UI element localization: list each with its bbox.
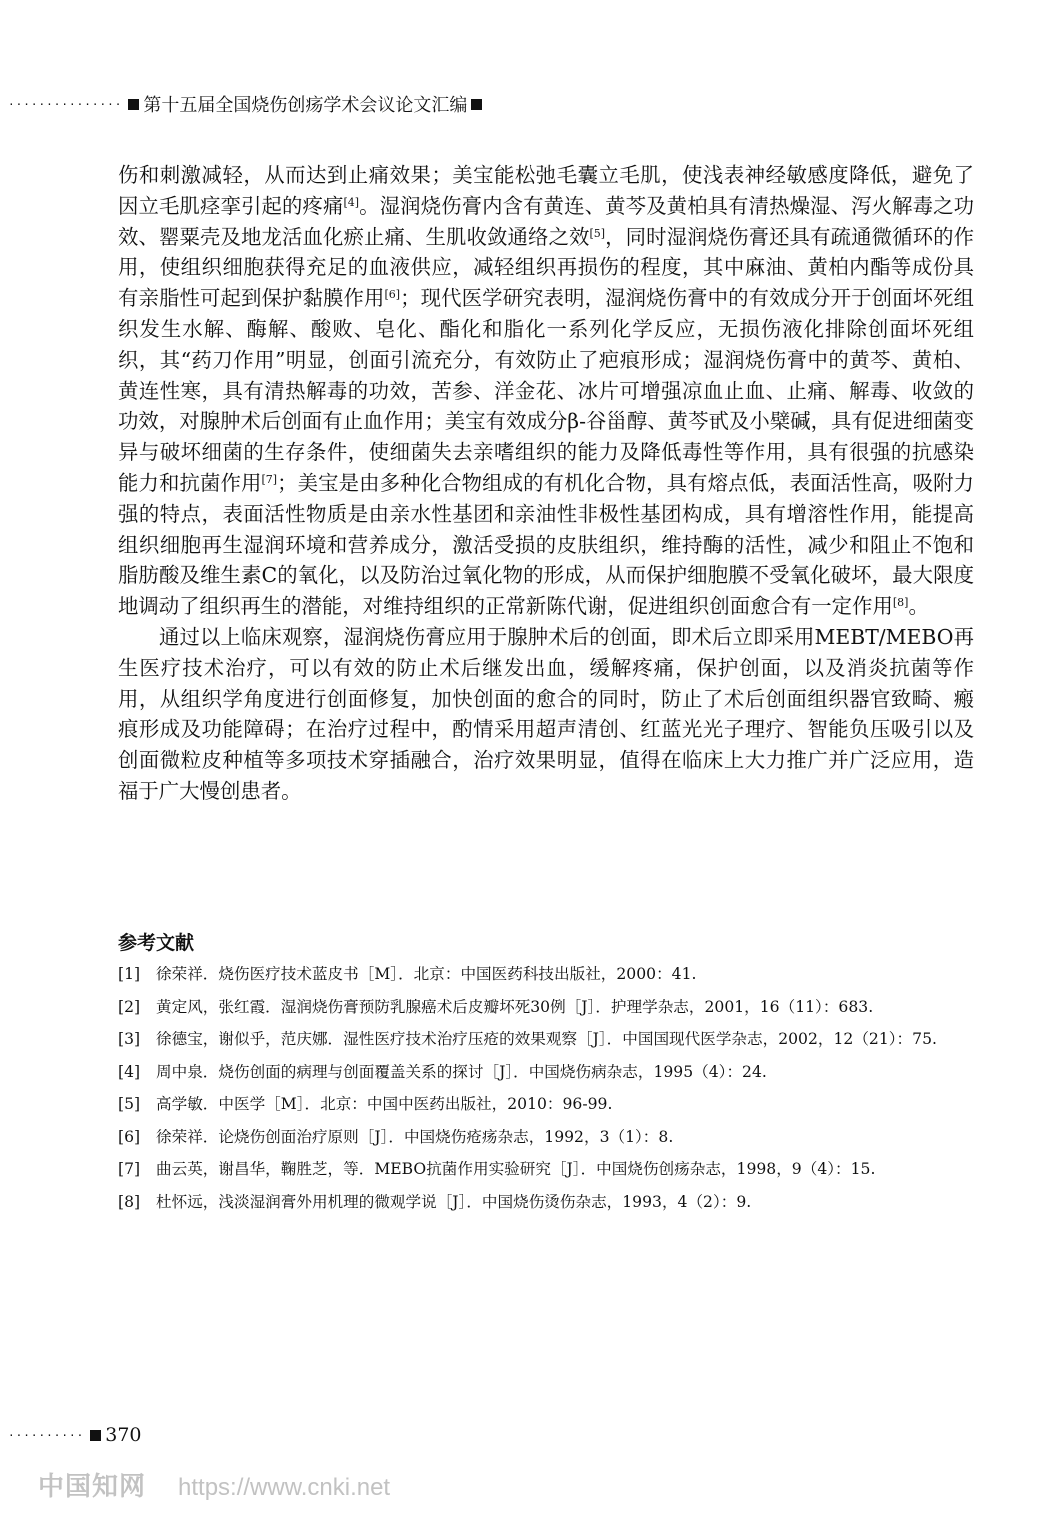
square-bullet-icon	[90, 1430, 101, 1441]
references-heading: 参考文献	[118, 932, 195, 954]
reference-text: 杜怀远，浅淡湿润膏外用机理的微观学说［J］．中国烧伤烫伤杂志，1993，4（2）：9.	[156, 1192, 752, 1211]
reference-item	[118, 1060, 974, 1085]
citation-ref: [7]	[261, 472, 278, 486]
reference-text: 曲云英，谢昌华，鞠胜芝，等．MEBO抗菌作用实验研究［J］．中国烧伤创疡杂志，1998，9（4）：15.	[156, 1160, 876, 1178]
cnki-watermark	[38, 1466, 390, 1503]
reference-text: 周中泉．烧伤创面的病理与创面覆盖关系的探讨［J］．中国烧伤病杂志，1995（4）：24.	[156, 1062, 767, 1081]
header-dot-leader: ···············	[8, 97, 123, 111]
running-header	[8, 93, 568, 115]
text-span: 。湿润烧伤膏内含有黄连、黄芩及黄柏具有清热燥湿、泻火解毒之功效、罂粟壳及地龙活血化瘀止痛、生肌收敛通络之效	[118, 193, 975, 249]
reference-item	[118, 1092, 974, 1117]
reference-item	[118, 1027, 974, 1052]
reference-list	[118, 962, 974, 1222]
footer-dot-leader: ··········	[8, 1428, 85, 1442]
square-bullet-icon	[471, 99, 482, 110]
header-title: 第十五届全国烧伤创疡学术会议论文汇编	[143, 95, 468, 116]
citation-ref: [4]	[343, 195, 360, 209]
reference-text: 徐荣祥．烧伤医疗技术蓝皮书［M］．北京：中国医药科技出版社，2000：41.	[156, 965, 697, 983]
reference-number: [1]	[118, 965, 141, 983]
reference-text: 高学敏．中医学［M］．北京：中国中医药出版社，2010：96-99.	[156, 1095, 613, 1113]
reference-item	[118, 995, 974, 1020]
page-footer	[8, 1424, 142, 1446]
reference-item	[118, 962, 974, 987]
reference-number: [3]	[118, 1030, 141, 1048]
square-bullet-icon	[128, 99, 139, 110]
reference-number: [6]	[118, 1127, 141, 1146]
reference-item	[118, 1125, 974, 1150]
citation-ref: [6]	[384, 288, 401, 302]
citation-ref: [5]	[589, 226, 606, 240]
cnki-url: https://www.cnki.net	[178, 1474, 391, 1501]
reference-item	[118, 1157, 974, 1182]
text-span: ；美宝是由多种化合物组成的有机化合物，具有熔点低，表面活性高，吸附力强的特点，表面活性物质是由亲水性基团和亲油性非极性基团构成，具有增溶性作用，能提高组织细胞再生湿润环境和营养成分，激活受损的皮肤组织，维持酶的活性，减少和阻止不饱和脂肪酸及维生素C的氧化，以及防治过氧化物的形成，从而保护细胞膜不受氧化破坏，最大限度地调动了组织再生的潜能，对维持组织的正常新陈代谢，促进组织创面愈合有一定作用	[118, 470, 975, 619]
reference-number: [8]	[118, 1192, 141, 1211]
reference-number: [5]	[118, 1095, 141, 1113]
reference-text: 徐荣祥．论烧伤创面治疗原则［J］．中国烧伤疮疡杂志，1992，3（1）：8.	[156, 1127, 674, 1146]
reference-text: 黄定风，张红霞．湿润烧伤膏预防乳腺癌术后皮瓣坏死30例［J］．护理学杂志，2001，16（11）：683.	[156, 997, 874, 1016]
reference-number: [4]	[118, 1062, 141, 1081]
paragraph-discussion	[118, 160, 974, 622]
text-span: ；现代医学研究表明，湿润烧伤膏中的有效成分开于创面坏死组织发生水解、酶解、酸败、皂化、酯化和脂化一系列化学反应，无损伤液化排除创面坏死组织，其“药刀作用”明显，创面引流充分，有效防止了疤痕形成；湿润烧伤膏中的黄芩、黄柏、黄连性寒，具有清热解毒的功效，苦参、洋金花、冰片可增强凉血止血、止痛、解毒、收敛的功效，对腺肿术后创面有止血作用；美宝有效成分β-谷甾醇、黄芩甙及小檗碱，具有促进细菌变异与破坏细菌的生存条件，使细菌失去亲嗜组织的能力及降低毒性等作用，具有很强的抗感染能力和抗菌作用	[118, 286, 975, 495]
page-number: 370	[105, 1424, 142, 1446]
reference-number: [7]	[118, 1160, 141, 1178]
cnki-logo: 中国知网	[38, 1472, 147, 1502]
text-span: ，同时湿润烧伤膏还具有疏通微循环的作用，使组织细胞获得充足的血液供应，减轻组织再损伤的程度，其中麻油、黄柏内酯等成份具有亲脂性可起到保护黏膜作用	[118, 224, 975, 311]
citation-ref: [8]	[892, 596, 909, 610]
reference-text: 徐德宝，谢似乎，范庆娜．湿性医疗技术治疗压疮的效果观察［J］．中国国现代医学杂志，2002，12（21）：75.	[156, 1030, 937, 1048]
reference-item	[118, 1190, 974, 1215]
text-span: 。	[908, 594, 929, 619]
body-text	[118, 160, 974, 807]
paragraph-conclusion: 通过以上临床观察，湿润烧伤膏应用于腺肿术后的创面，即术后立即采用MEBT/MEBO再生医疗技术治疗，可以有效的防止术后继发出血，缓解疼痛，保护创面，以及消炎抗菌等作用，从组织学角度进行创面修复，加快创面的愈合的同时，防止了术后创面组织器官致畸、瘢痕形成及功能障碍；在治疗过程中，酌情采用超声清创、红蓝光光子理疗、智能负压吸引以及创面微粒皮种植等多项技术穿插融合，治疗效果明显，值得在临床上大力推广并广泛应用，造福于广大慢创患者。	[118, 624, 974, 803]
text-span: 伤和刺激减轻，从而达到止痛效果；美宝能松弛毛囊立毛肌，使浅表神经敏感度降低，避免了因立毛肌痉挛引起的疼痛	[118, 163, 974, 218]
reference-number: [2]	[118, 997, 141, 1016]
